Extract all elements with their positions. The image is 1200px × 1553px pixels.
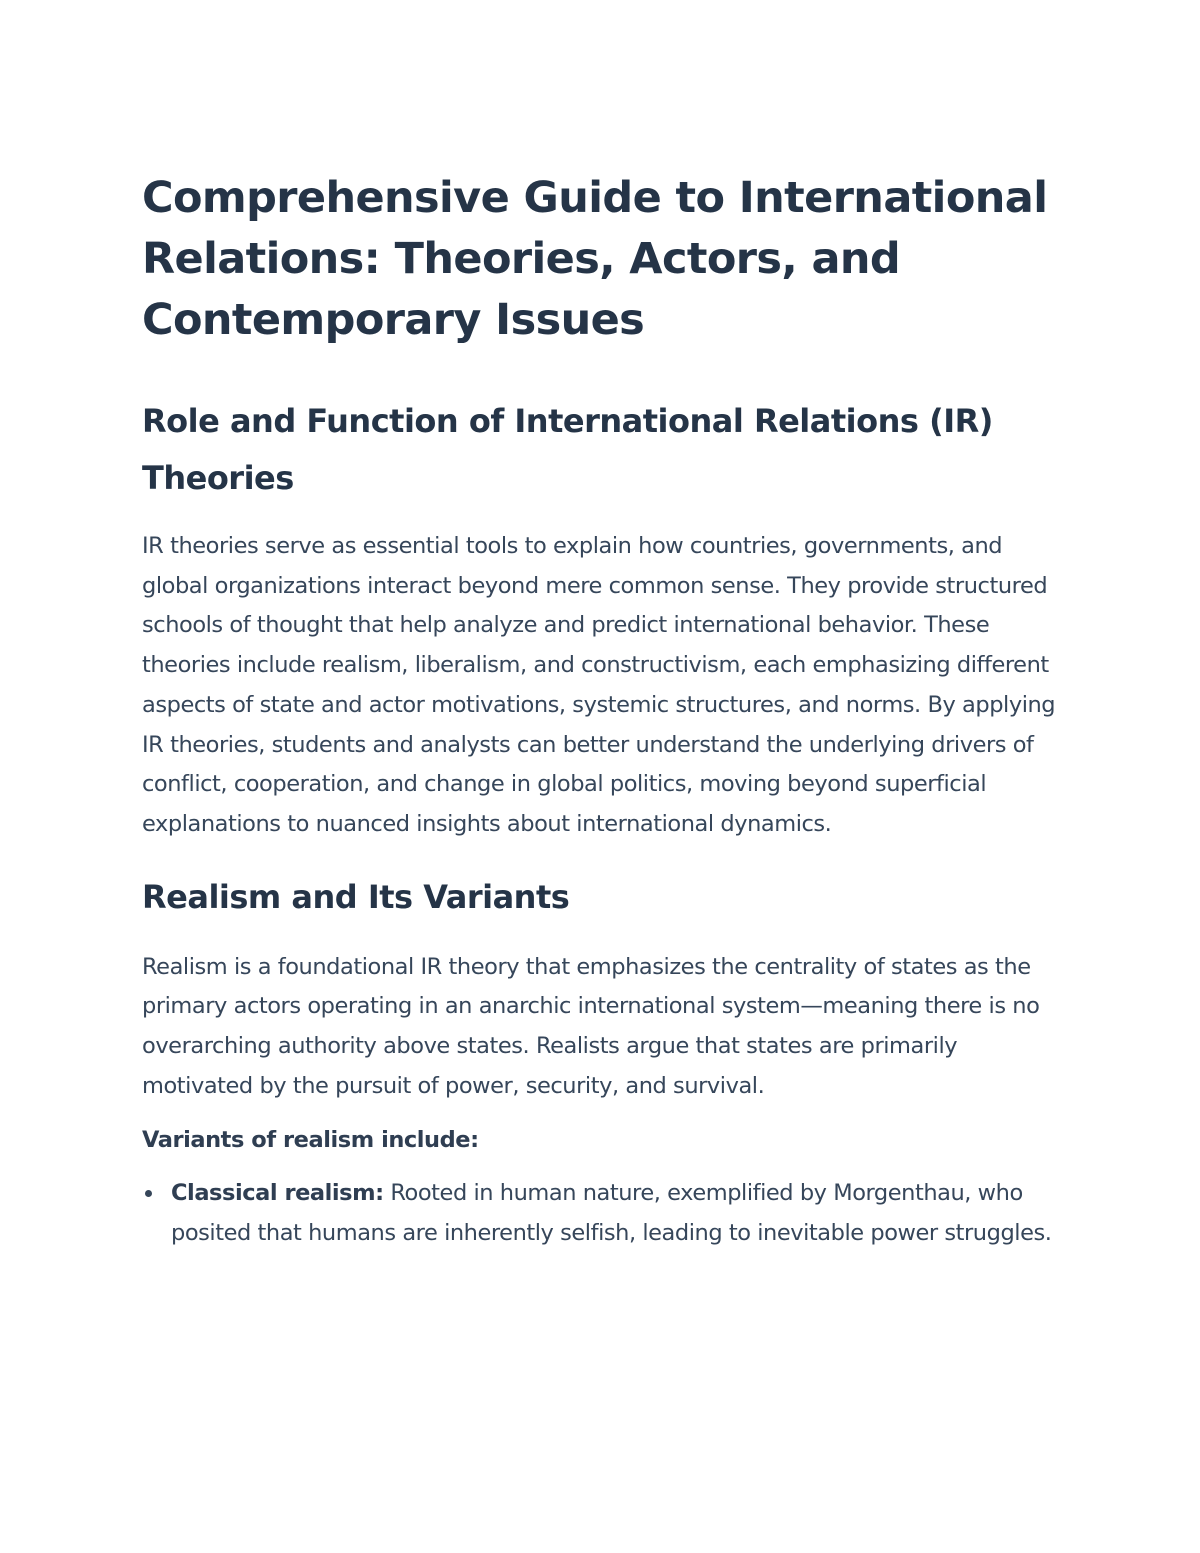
realism-variants-list	[142, 1173, 1057, 1253]
section-paragraph-ir-theories: IR theories serve as essential tools to explain how countries, governments, and global organizations interact beyond mere common sense. They provide structured schools of thought that help analyze and predict international behavior. These theories include realism, liberalism, and constructivism, each emphasizing different aspects of state and actor motivations, systemic structures, and norms. By applying IR theories, students and analysts can better understand the underlying drivers of conflict, cooperation, and change in global politics, moving beyond superficial explanations to nuanced insights about international dynamics.	[142, 533, 1056, 837]
document-title: Comprehensive Guide to International Relations: Theories, Actors, and Contemporary Issues	[142, 173, 1048, 345]
section-heading-realism: Realism and Its Variants	[142, 877, 570, 916]
list-item-term: Classical realism:	[171, 1180, 384, 1207]
realism-variants-subheading: Variants of realism include:	[142, 1127, 479, 1154]
list-item-text: Rooted in human nature, exemplified by Morgenthau, who posited that humans are inherently selfish, leading to inevitable power struggles.	[171, 1180, 1052, 1247]
bullet-icon	[145, 1190, 152, 1197]
document-page	[142, 168, 1057, 1253]
list-item	[142, 1173, 1057, 1253]
section-heading-ir-theories: Role and Function of International Relations (IR) Theories	[142, 402, 993, 497]
section-paragraph-realism: Realism is a foundational IR theory that emphasizes the centrality of states as the primary actors operating in an anarchic international system—meaning there is no overarching authority above states. Realists argue that states are primarily motivated by the pursuit of power, security, and survival.	[142, 953, 1040, 1099]
